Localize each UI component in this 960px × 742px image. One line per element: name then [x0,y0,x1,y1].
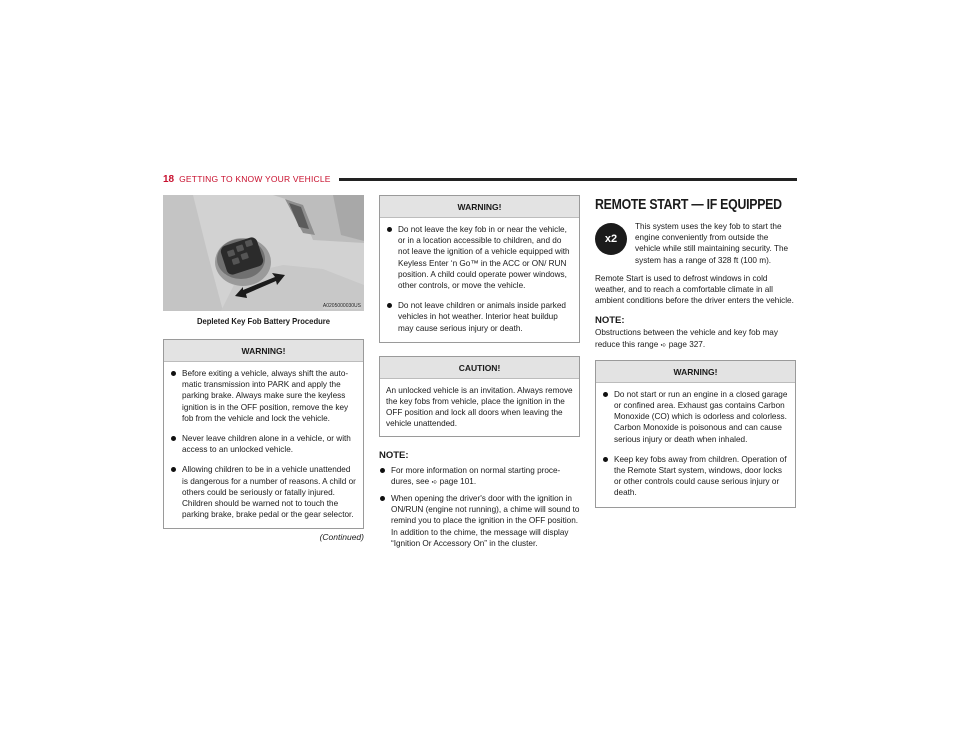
list-item: Do not start or run an engine in a closed garage or confined area. Exhaust gas contains Carbon Monoxide (CO) which is odorless and colorless. Carbon Monoxide is poisonous and can cause serious injury or death when inhaled. [602,389,789,445]
list-item: Never leave children alone in a vehicle, or with access to an unlocked vehicle. [170,433,357,455]
column-middle [379,195,580,554]
page-reference-link[interactable]: page 101. [439,476,477,486]
note-list [379,465,580,549]
page-ref-arrow-icon: ➪ [431,478,438,486]
note-heading: NOTE: [595,315,625,327]
caution-box [379,356,580,437]
bullet-icon [380,468,385,473]
page-number: 18 [163,173,175,185]
column-left [163,195,364,542]
bullet-icon [380,496,385,501]
warning-box-1 [163,339,364,529]
continued-label: (Continued) [319,532,364,543]
list-item: When opening the driver's door with the ignition in ON/RUN (engine not running), a chime will sound to remind you to place the ignition in the OFF position. In addition to the chime, the message will display “Ignition Or Accessory On” in the cluster. [379,493,580,549]
list-item: Do not leave the key fob in or near the vehicle, or in a location accessible to children, and do not leave the ignition of a vehicle equipped with Keyless Enter ‘n Go™ in the ACC or ON/ RUN position. A child could operate power windows, other controls, or move the vehicle. [386,224,573,291]
warning-box-3 [595,360,796,508]
bullet-icon [603,457,608,462]
bullet-icon [171,371,176,376]
list-item: Keep key fobs away from children. Operation of the Remote Start system, windows, door locks or other controls could cause serious injury or death. [602,454,789,499]
remote-start-icon: x2 [595,223,627,255]
warning-title: WARNING! [164,340,363,362]
warning-title: WARNING! [380,196,579,218]
warning-title: WARNING! [596,361,795,383]
figure-id: A0205000030US [322,303,361,309]
list-item: Before exiting a vehicle, always shift the auto-matic transmission into PARK and apply the parking brake. Always make sure the keyless ignition is in the OFF position, remove the key fob from the vehicle and lock the vehicle. [170,368,357,424]
key-fob-figure [163,195,364,311]
list-item: Allowing children to be in a vehicle unattended is dangerous for a number of reasons. A child or others could be seriously or fatally injured. Children should be warned not to touch the parking brake, brake pedal or the gear selector. [170,464,357,520]
caution-text: An unlocked vehicle is an invitation. Always remove the key fobs from vehicle, place the ignition in the OFF position and lock all doors when leaving the vehicle unattended. [386,385,573,429]
remote-start-paragraph: Remote Start is used to defrost windows in cold weather, and to reach a comfortable climate in all ambient conditions before the driver enters the vehicle. [595,273,794,306]
remote-start-note: Obstructions between the vehicle and key fob may reduce this range ➪ page 327. [595,328,778,349]
page-header [163,172,797,186]
bullet-icon [171,467,176,472]
warning-box-2 [379,195,580,343]
list-item: Do not leave children or animals inside parked vehicles in hot weather. Interior heat buildup may cause serious injury or death. [386,300,573,334]
note-heading: NOTE: [379,449,409,461]
figure-caption: Depleted Key Fob Battery Procedure [196,316,331,326]
section-title: GETTING TO KNOW YOUR VEHICLE [179,174,331,184]
page-reference-link[interactable]: page 327. [668,339,706,349]
remote-start-intro: This system uses the key fob to start the engine conveniently from outside the vehicle while still maintaining security. The system has a range of 328 ft (100 m). [635,222,789,265]
column-right [595,195,796,508]
page-ref-arrow-icon: ➪ [660,341,667,349]
bullet-icon [387,227,392,232]
caution-title: CAUTION! [380,357,579,379]
header-rule [339,178,797,181]
bullet-icon [603,392,608,397]
section-heading: REMOTE START — IF EQUIPPED [595,196,782,213]
bullet-icon [387,303,392,308]
key-fob-illustration [163,195,364,311]
list-item: For more information on normal starting proce-dures, see ➪ page 101. [379,465,580,488]
bullet-icon [171,436,176,441]
